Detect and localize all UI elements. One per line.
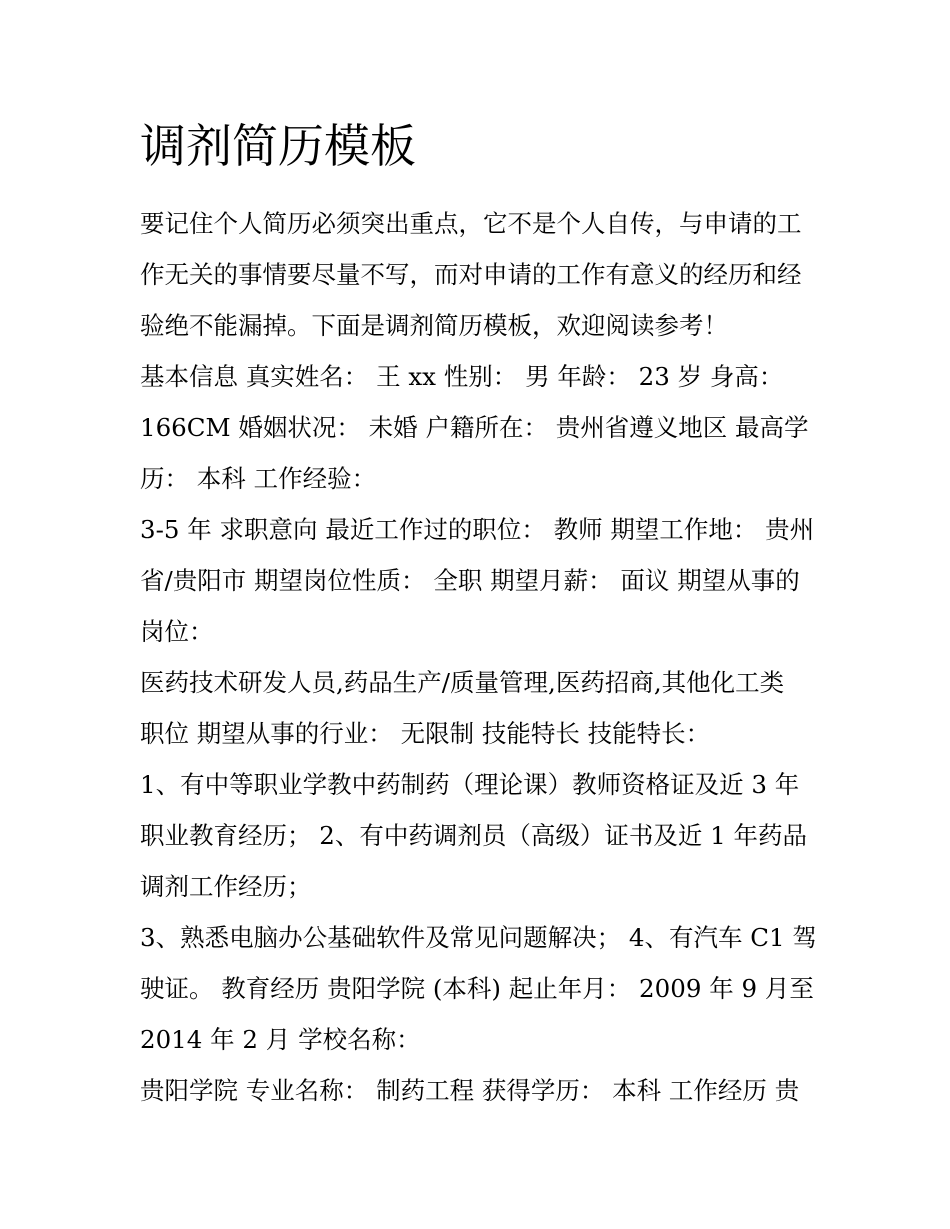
body-line: 贵阳学院 专业名称： 制药工程 获得学历： 本科 工作经历 贵 bbox=[140, 1076, 800, 1105]
body-line: 3-5 年 求职意向 最近工作过的职位： 教师 期望工作地： 贵州 bbox=[140, 515, 815, 544]
body-line: 调剂工作经历； bbox=[140, 872, 312, 901]
body-line: 医药技术研发人员,药品生产/质量管理,医药招商,其他化工类 bbox=[140, 668, 785, 697]
body-line: 3、熟悉电脑办公基础软件及常见问题解决； 4、有汽车 C1 驾 bbox=[140, 923, 817, 952]
body-line: 省/贵阳市 期望岗位性质： 全职 期望月薪： 面议 期望从事的 bbox=[140, 566, 800, 595]
body-line: 要记住个人简历必须突出重点，它不是个人自传，与申请的工 bbox=[140, 209, 802, 238]
body-line: 作无关的事情要尽量不写，而对申请的工作有意义的经历和经 bbox=[140, 260, 802, 289]
document-title: 调剂简历模板 bbox=[140, 119, 416, 173]
body-line: 1、有中等职业学教中药制药（理论课）教师资格证及近 3 年 bbox=[140, 770, 800, 799]
document-body bbox=[140, 198, 820, 1116]
body-line: 166CM 婚姻状况： 未婚 户籍所在： 贵州省遵义地区 最高学 bbox=[140, 413, 809, 442]
body-line: 岗位： bbox=[140, 617, 214, 646]
body-line: 驶证。 教育经历 贵阳学院 (本科) 起止年月： 2009 年 9 月至 bbox=[140, 974, 814, 1003]
body-line: 验绝不能漏掉。下面是调剂简历模板，欢迎阅读参考！ bbox=[140, 311, 728, 340]
body-line: 职位 期望从事的行业： 无限制 技能特长 技能特长： bbox=[140, 719, 711, 748]
body-line: 基本信息 真实姓名： 王 xx 性别： 男 年龄： 23 岁 身高： bbox=[140, 362, 784, 391]
body-line: 历： 本科 工作经验： bbox=[140, 464, 377, 493]
body-line: 职业教育经历； 2、有中药调剂员（高级）证书及近 1 年药品 bbox=[140, 821, 808, 850]
body-line: 2014 年 2 月 学校名称： bbox=[140, 1025, 421, 1054]
